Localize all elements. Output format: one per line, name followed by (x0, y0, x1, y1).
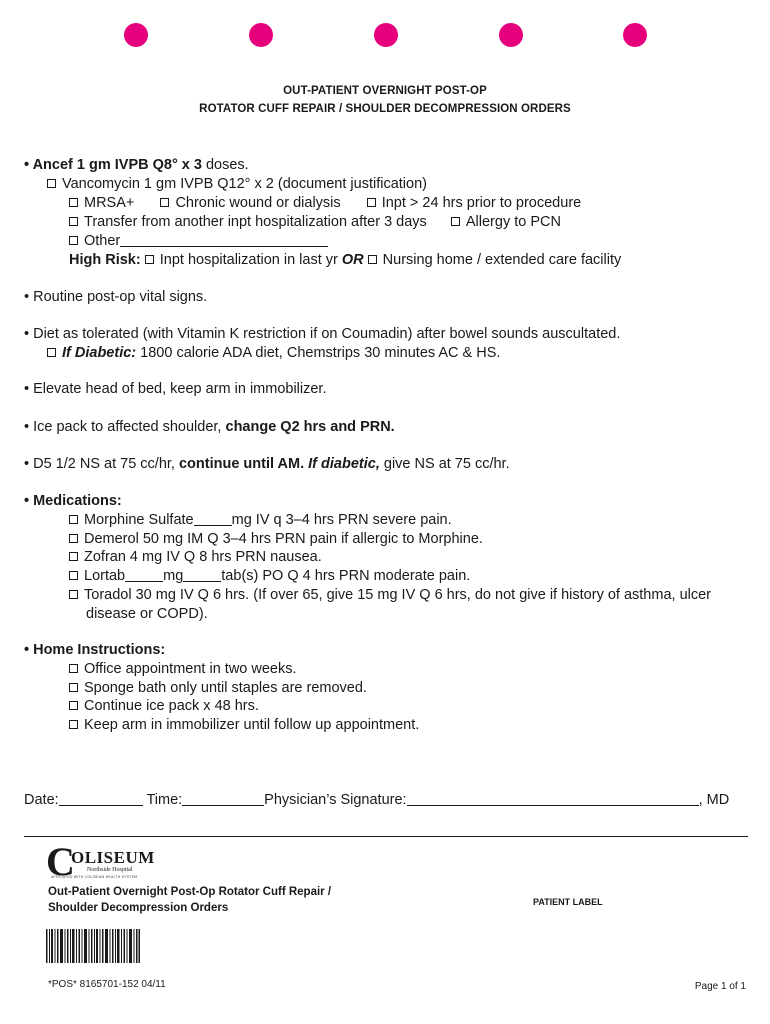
diabetic-checkbox[interactable] (47, 348, 56, 357)
ancef-order (24, 156, 249, 174)
demerol-label: Demerol 50 mg IM Q 3–4 hrs PRN pain if allergic to Morphine. (84, 531, 483, 547)
ice-order (24, 418, 395, 436)
mrsa-label: MRSA+ (84, 195, 135, 211)
lortab-order (69, 567, 470, 585)
ancef-bold: • Ancef 1 gm IVPB Q8° x 3 (24, 157, 202, 173)
lortab-mg-field[interactable] (125, 568, 163, 582)
highrisk-inpt-checkbox[interactable] (145, 255, 154, 264)
inpt24-checkbox[interactable] (367, 198, 376, 207)
inpt24-label: Inpt > 24 hrs prior to procedure (381, 195, 582, 211)
barcode-bars (46, 929, 140, 963)
form-title (48, 884, 331, 916)
toradol-order (69, 586, 711, 604)
transfer-checkbox[interactable] (69, 217, 78, 226)
other-field[interactable] (120, 233, 328, 247)
home-2-checkbox[interactable] (69, 683, 78, 692)
morphine-checkbox[interactable] (69, 515, 78, 524)
iv-fluid-order (24, 455, 510, 473)
demerol-checkbox[interactable] (69, 534, 78, 543)
home-item-1 (69, 660, 297, 678)
page-title (0, 82, 770, 118)
footer-divider (24, 836, 748, 837)
home-3-checkbox[interactable] (69, 701, 78, 710)
other-checkbox[interactable] (69, 236, 78, 245)
zofran-order (69, 548, 322, 566)
signature-row (24, 791, 729, 809)
form-title-line-1: Out-Patient Overnight Post-Op Rotator Cuff Repair / (48, 886, 332, 898)
md-label: , MD (698, 792, 730, 808)
form-title-line-2: Shoulder Decompression Orders (48, 902, 229, 914)
allergy-label: Allergy to PCN (465, 214, 561, 230)
form-code: *POS* 8165701-152 04/11 (48, 979, 166, 990)
vanco-text: Vancomycin 1 gm IVPB Q12° x 2 (document justification) (62, 176, 427, 192)
zofran-checkbox[interactable] (69, 552, 78, 561)
home-item-2 (69, 679, 367, 697)
zofran-label: Zofran 4 mg IV Q 8 hrs PRN nausea. (84, 549, 322, 565)
lortab-rest: tab(s) PO Q 4 hrs PRN moderate pain. (221, 568, 471, 584)
other-label: Other (84, 233, 121, 249)
toradol-line-1: Toradol 30 mg IV Q 6 hrs. (If over 65, give 15 mg IV Q 6 hrs, do not give if history of asthma, ulcer (84, 587, 712, 603)
date-label: Date: (24, 792, 59, 808)
demerol-order (69, 530, 483, 548)
punch-dot (499, 23, 523, 47)
physician-signature-field[interactable] (407, 792, 699, 806)
or-label: OR (341, 252, 364, 268)
ice-text: • Ice pack to affected shoulder, (24, 419, 226, 435)
lortab-mg: mg (163, 568, 184, 584)
diabetic-label: If Diabetic: (62, 345, 137, 361)
date-field[interactable] (59, 792, 143, 806)
patient-label-area: PATIENT LABEL (533, 897, 603, 907)
diet-order: • Diet as tolerated (with Vitamin K restriction if on Coumadin) after bowel sounds auscultated. (24, 326, 621, 342)
ancef-rest: doses. (201, 157, 249, 173)
vitals-order: • Routine post-op vital signs. (24, 289, 208, 305)
highrisk-nursing-label: Nursing home / extended care facility (382, 252, 622, 268)
home-item-3 (69, 697, 259, 715)
d5-bold: continue until AM. (178, 456, 305, 472)
home-3-label: Continue ice pack x 48 hrs. (84, 698, 259, 714)
d5-diabetic: If diabetic, (308, 456, 380, 472)
punch-dot (124, 23, 148, 47)
home-1-checkbox[interactable] (69, 664, 78, 673)
time-field[interactable] (182, 792, 264, 806)
toradol-checkbox[interactable] (69, 590, 78, 599)
diabetic-text: 1800 calorie ADA diet, Chemstrips 30 minutes AC & HS. (136, 345, 501, 361)
d5-text: • D5 1/2 NS at 75 cc/hr, (24, 456, 179, 472)
punch-dot (623, 23, 647, 47)
highrisk-inpt-label: Inpt hospitalization in last yr (159, 252, 338, 268)
page-number: Page 1 of 1 (694, 981, 746, 992)
chronic-checkbox[interactable] (160, 198, 169, 207)
title-line-2: ROTATOR CUFF REPAIR / SHOULDER DECOMPRESSION ORDERS (199, 103, 571, 115)
diabetic-diet-order (47, 344, 500, 362)
home-1-label: Office appointment in two weeks. (84, 661, 297, 677)
vanco-checkbox[interactable] (47, 179, 56, 188)
home-4-checkbox[interactable] (69, 720, 78, 729)
hospital-logo (46, 839, 155, 884)
barcode (46, 929, 140, 963)
home-instructions-heading: • Home Instructions: (24, 642, 166, 658)
punch-dot (249, 23, 273, 47)
toradol-line-2: disease or COPD). (86, 606, 208, 622)
logo-subtitle: Northside Hospital (87, 867, 133, 873)
vanco-order (47, 175, 427, 193)
highrisk-nursing-checkbox[interactable] (368, 255, 377, 264)
vanco-criteria-row-1 (69, 194, 581, 212)
lortab-checkbox[interactable] (69, 571, 78, 580)
chronic-label: Chronic wound or dialysis (175, 195, 341, 211)
physician-signature-label: Physician’s Signature: (264, 792, 407, 808)
logo-name: OLISEUM (71, 848, 155, 867)
mrsa-checkbox[interactable] (69, 198, 78, 207)
allergy-checkbox[interactable] (451, 217, 460, 226)
lortab-label: Lortab (84, 568, 126, 584)
morphine-dose-field[interactable] (194, 512, 232, 526)
morphine-label: Morphine Sulfate (84, 512, 194, 528)
punch-dot (374, 23, 398, 47)
logo-letter: C (46, 839, 75, 884)
ice-bold: change Q2 hrs and PRN. (225, 419, 395, 435)
lortab-tabs-field[interactable] (183, 568, 221, 582)
high-risk-row (69, 251, 621, 269)
logo-tagline: AFFILIATED WITH COLISEUM HEALTH SYSTEM (51, 875, 138, 879)
morphine-rest: mg IV q 3–4 hrs PRN severe pain. (231, 512, 452, 528)
title-line-1: OUT-PATIENT OVERNIGHT POST-OP (283, 85, 487, 97)
elevate-order: • Elevate head of bed, keep arm in immobilizer. (24, 381, 327, 397)
morphine-order (69, 511, 452, 529)
time-label: Time: (146, 792, 183, 808)
home-4-label: Keep arm in immobilizer until follow up appointment. (84, 717, 420, 733)
high-risk-label: High Risk: (69, 252, 141, 268)
home-item-4 (69, 716, 419, 734)
transfer-label: Transfer from another inpt hospitalization after 3 days (84, 214, 427, 230)
vanco-criteria-row-2 (69, 213, 561, 231)
home-2-label: Sponge bath only until staples are removed. (84, 680, 367, 696)
medications-heading: • Medications: (24, 493, 122, 509)
vanco-criteria-row-3 (69, 232, 328, 250)
d5-rest: give NS at 75 cc/hr. (379, 456, 510, 472)
